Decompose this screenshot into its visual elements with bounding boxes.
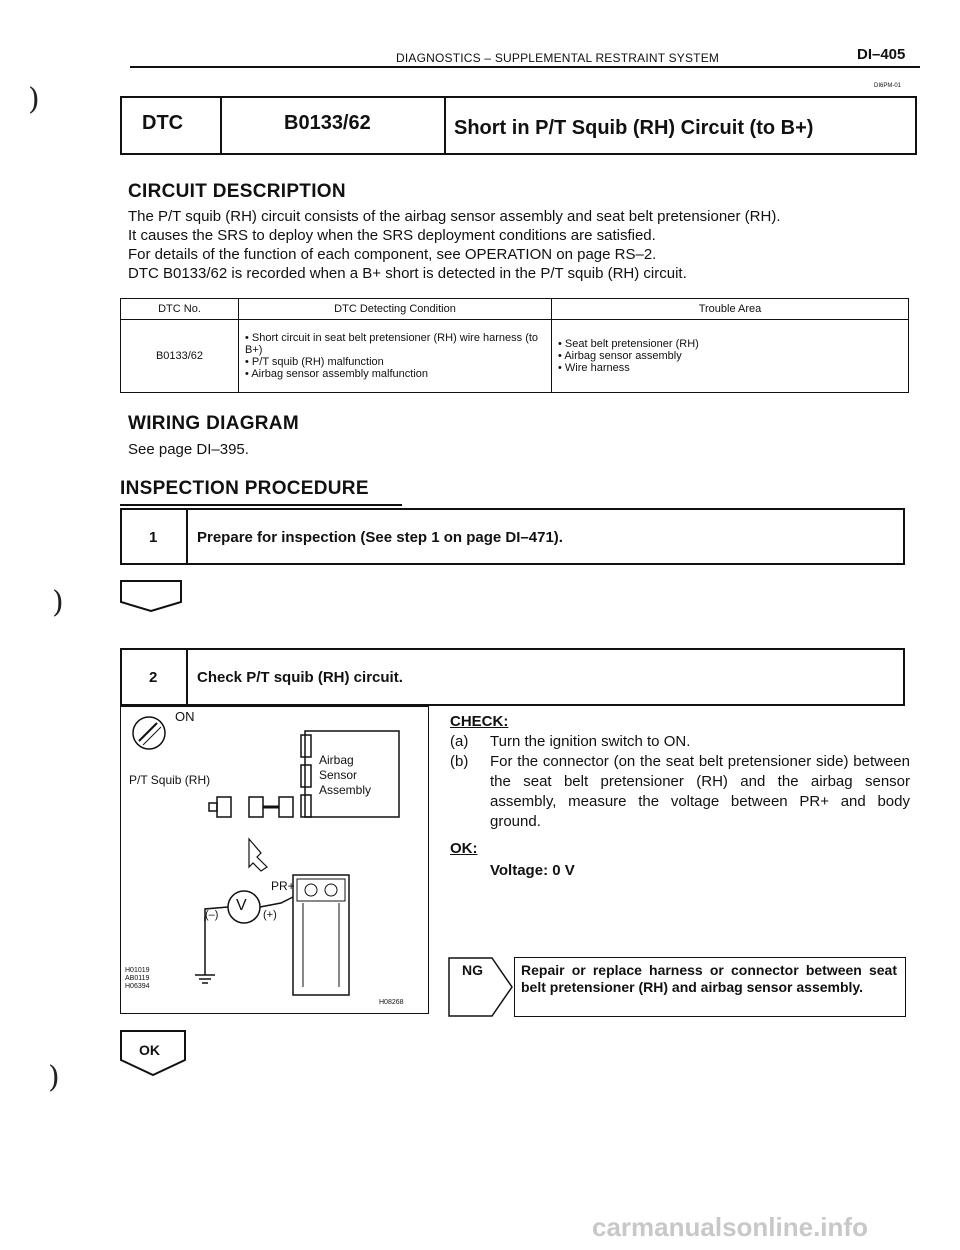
pretensioner-connector [293,875,349,995]
airbag-label-3: Assembly [319,783,372,797]
step-2-box [120,648,905,706]
diagram-code: H01019 [125,967,150,974]
ok-heading: OK: [450,840,478,857]
step-2-text: Check P/T squib (RH) circuit. [197,669,403,686]
col-trouble-area: Trouble Area [552,299,909,320]
connector-sensor [301,735,311,757]
description-line: The P/T squib (RH) circuit consists of the airbag sensor assembly and seat belt pretensioner (RH). [128,208,781,225]
condition-item: • P/T squib (RH) malfunction [245,356,545,368]
pointer-hand-icon [249,839,267,871]
area-item: • Airbag sensor assembly [558,350,902,362]
wiring-diagram-heading: WIRING DIAGRAM [128,413,299,434]
minus-label: (–) [205,909,219,921]
diagram-code: H06394 [125,983,150,990]
header-rule [130,66,920,68]
circuit-description-heading: CIRCUIT DESCRIPTION [128,181,346,202]
circuit-description-text [128,207,918,283]
check-list [450,732,910,832]
binding-mark-1: ) [28,82,40,117]
squib-label: P/T Squib (RH) [129,773,211,787]
inspection-rule [120,504,402,506]
step-2-number: 2 [149,669,158,686]
condition-item: • Airbag sensor assembly malfunction [245,368,545,380]
airbag-label-1: Airbag [319,753,354,767]
condition-item: • Short circuit in seat belt pretensioner (RH) wire harness (to B+) [245,332,545,356]
binding-mark-3: ) [48,1060,60,1095]
ng-action-text: Repair or replace harness or connector between seat belt pretensioner (RH) and airbag sensor assembly. [521,962,897,995]
dtc-header-box [120,96,917,155]
dtc-title: Short in P/T Squib (RH) Circuit (to B+) [454,117,814,139]
check-item [450,752,910,832]
ok-badge-label: OK [139,1042,160,1058]
cell-areas [552,320,909,393]
airbag-label-2: Sensor [319,768,358,782]
page-number: DI–405 [857,46,906,63]
doc-code: DI6PM-01 [874,83,902,89]
step-1-box [120,508,905,565]
description-line: For details of the function of each component, see OPERATION on page RS–2. [128,246,657,263]
inspection-heading: INSPECTION PROCEDURE [120,478,369,499]
check-item-text: Turn the ignition switch to ON. [490,733,691,750]
connector-mid-left [249,797,263,817]
check-item-label: (a) [450,733,469,750]
cell-dtc-code: B0133/62 [121,320,239,393]
check-item-text: For the connector (on the seat belt pretensioner side) between the seat belt pretensioner (RH) and the airbag sensor assembly, measure the voltage between PR+ and body ground. [490,753,910,830]
check-item-label: (b) [450,753,469,770]
ok-value: Voltage: 0 V [490,862,575,879]
dtc-table [120,298,909,393]
connector-mid-right [279,797,293,817]
ng-action-box [514,957,906,1017]
wiring-diagram-text: See page DI–395. [128,441,249,458]
watermark: carmanualsonline.info [592,1212,868,1242]
ignition-label: ON [175,709,195,724]
dtc-label: DTC [142,112,184,134]
step-1-number: 1 [149,529,158,546]
dtc-code: B0133/62 [284,112,371,134]
check-heading: CHECK: [450,713,509,730]
description-line: DTC B0133/62 is recorded when a B+ short is detected in the P/T squib (RH) circuit. [128,265,687,282]
plus-label: (+) [263,909,277,921]
ignition-icon [133,717,165,749]
flow-arrow-shield [120,580,182,612]
diagram-code: AB0119 [125,975,150,982]
col-detecting-condition: DTC Detecting Condition [239,299,552,320]
terminal-label: PR+ [271,879,295,893]
circuit-drawing [121,707,427,1012]
check-diagram [120,706,429,1014]
description-line: It causes the SRS to deploy when the SRS deployment conditions are satisfied. [128,227,656,244]
area-item: • Wire harness [558,362,902,374]
area-item: • Seat belt pretensioner (RH) [558,338,902,350]
step-1-text: Prepare for inspection (See step 1 on page DI–471). [197,529,563,546]
figure-id: H08268 [379,999,404,1006]
check-item [450,732,910,752]
connector-squib [217,797,231,817]
col-dtc-no: DTC No. [121,299,239,320]
ng-label: NG [462,962,483,978]
cell-conditions [239,320,552,393]
binding-mark-2: ) [52,585,64,620]
meter-symbol: V [236,897,247,914]
header-section-title: DIAGNOSTICS – SUPPLEMENTAL RESTRAINT SYSTEM [396,51,720,65]
